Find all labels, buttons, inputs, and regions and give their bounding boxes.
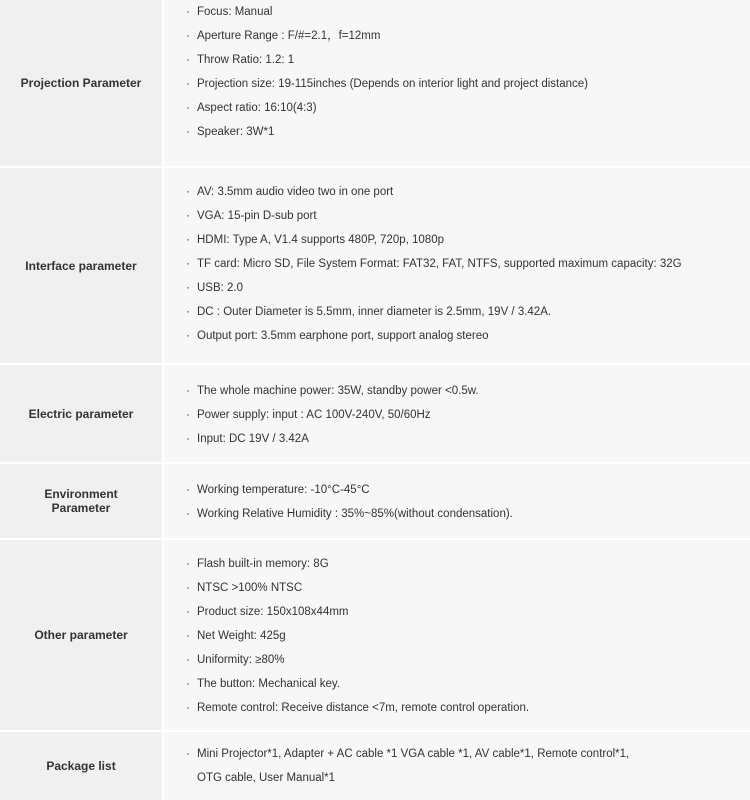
list-item: · AV: 3.5mm audio video two in one port: [186, 180, 750, 204]
spec-row-interface: [0, 168, 750, 365]
bullet-icon: ·: [186, 484, 190, 496]
section-label: Electric parameter: [28, 406, 134, 421]
list-item: · USB: 2.0: [186, 276, 750, 300]
section-label: Other parameter: [34, 628, 128, 642]
list-item: · VGA: 15-pin D-sub port: [186, 204, 750, 228]
section-content: [164, 464, 750, 538]
list-item: · Remote control: Receive distance <7m, remote control operation.: [186, 696, 750, 720]
bullet-icon: ·: [186, 385, 190, 397]
list-item: · HDMI: Type A, V1.4 supports 480P, 720p, 1080p: [186, 228, 750, 252]
bullet-icon: ·: [186, 54, 190, 66]
section-label: Projection Parameter: [20, 76, 142, 90]
bullet-icon: ·: [186, 258, 190, 270]
list-item: · Output port: 3.5mm earphone port, support analog stereo: [186, 324, 750, 348]
section-label-cell: [0, 464, 164, 538]
list-item: · The whole machine power: 35W, standby power <0.5w.: [186, 379, 750, 403]
bullet-icon: ·: [186, 433, 190, 445]
bullet-icon: ·: [186, 748, 190, 760]
list-item: · Aperture Range : F/#=2.1，f=12mm: [186, 24, 750, 48]
spec-row-other: [0, 540, 750, 732]
spec-row-environment: [0, 464, 750, 540]
bullet-icon: ·: [186, 558, 190, 570]
bullet-icon: ·: [186, 330, 190, 342]
bullet-icon: ·: [186, 409, 190, 421]
bullet-icon: ·: [186, 30, 190, 42]
section-content: [164, 0, 750, 166]
bullet-icon: ·: [186, 306, 190, 318]
section-content: [164, 168, 750, 363]
list-item: · Working Relative Humidity : 35%~85%(without condensation).: [186, 502, 750, 526]
list-item: · Power supply: input : AC 100V-240V, 50/60Hz: [186, 403, 750, 427]
spec-row-projection: [0, 0, 750, 168]
bullet-icon: ·: [186, 210, 190, 222]
bullet-icon: ·: [186, 282, 190, 294]
section-content: [164, 365, 750, 462]
section-label: Environment Parameter: [44, 487, 118, 515]
section-content: [164, 540, 750, 730]
bullet-icon: ·: [186, 126, 190, 138]
list-item: · DC : Outer Diameter is 5.5mm, inner diameter is 2.5mm, 19V / 3.42A.: [186, 300, 750, 324]
bullet-icon: ·: [186, 508, 190, 520]
list-item: · Product size: 150x108x44mm: [186, 600, 750, 624]
section-label-cell: [0, 732, 164, 800]
section-label-cell: [0, 168, 164, 363]
list-item: · Focus: Manual: [186, 0, 750, 24]
section-label-cell: [0, 0, 164, 166]
bullet-icon: ·: [186, 234, 190, 246]
list-item: · TF card: Micro SD, File System Format: FAT32, FAT, NTFS, supported maximum capacity: 32G: [186, 252, 750, 276]
list-item: · Flash built-in memory: 8G: [186, 552, 750, 576]
bullet-icon: ·: [186, 186, 190, 198]
bullet-icon: ·: [186, 6, 190, 18]
list-item: · Speaker: 3W*1: [186, 120, 750, 144]
list-item: · NTSC >100% NTSC: [186, 576, 750, 600]
section-label-cell: [0, 365, 164, 462]
list-item: · Working temperature: -10°C-45°C: [186, 478, 750, 502]
list-item: · Input: DC 19V / 3.42A: [186, 427, 750, 451]
bullet-icon: ·: [186, 606, 190, 618]
section-content: [164, 732, 750, 800]
spec-row-package: [0, 732, 750, 800]
bullet-icon: ·: [186, 78, 190, 90]
bullet-icon: ·: [186, 102, 190, 114]
section-label-cell: [0, 540, 164, 730]
bullet-icon: ·: [186, 678, 190, 690]
bullet-icon: ·: [186, 582, 190, 594]
list-item: · The button: Mechanical key.: [186, 672, 750, 696]
spec-row-electric: [0, 365, 750, 464]
list-item: · Net Weight: 425g: [186, 624, 750, 648]
list-item: · Aspect ratio: 16:10(4:3): [186, 96, 750, 120]
bullet-icon: ·: [186, 702, 190, 714]
bullet-icon: ·: [186, 630, 190, 642]
list-item-continuation: OTG cable, User Manual*1: [197, 772, 336, 784]
section-label: Interface parameter: [25, 258, 137, 273]
list-item: · Projection size: 19-115inches (Depends on interior light and project distance): [186, 72, 750, 96]
section-label: Package list: [46, 759, 116, 773]
bullet-icon: ·: [186, 654, 190, 666]
list-item: · Throw Ratio: 1.2: 1: [186, 48, 750, 72]
list-item: · Mini Projector*1, Adapter + AC cable *1 VGA cable *1, AV cable*1, Remote control*1,: [186, 742, 750, 766]
list-item: · Uniformity: ≥80%: [186, 648, 750, 672]
